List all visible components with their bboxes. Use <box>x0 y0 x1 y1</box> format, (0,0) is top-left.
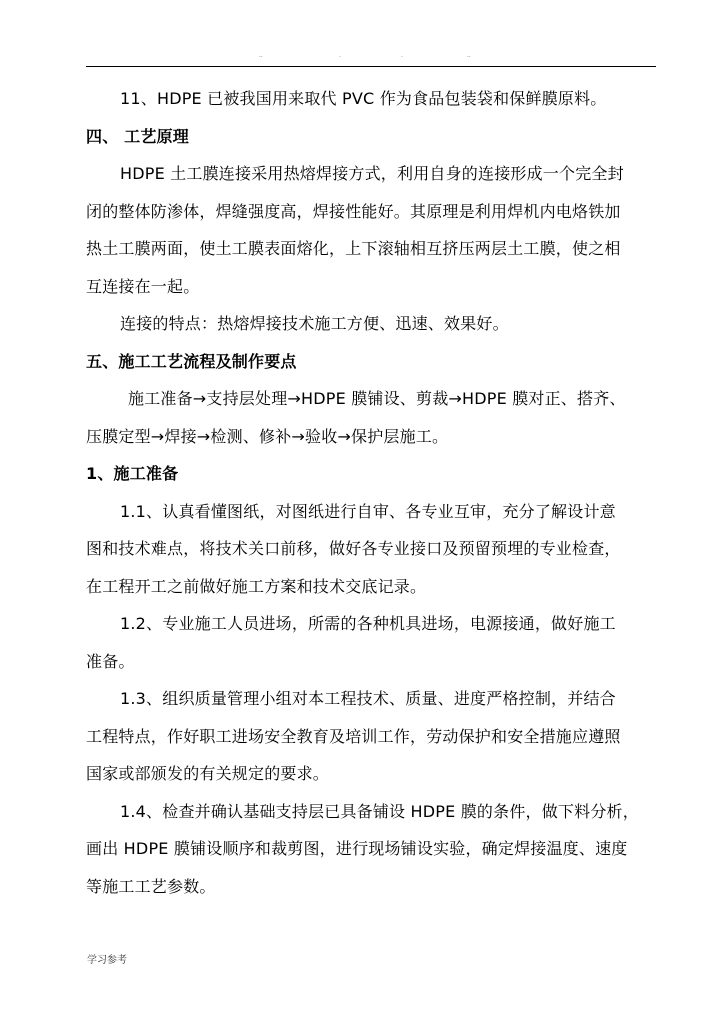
paragraph-line: 互连接在一起。 <box>86 276 200 296</box>
paragraph-line: 图和技术难点，将技术关口前移，做好各专业接口及预留预埋的专业检查， <box>86 539 621 558</box>
paragraph-line: 闭的整体防渗体，焊缝强度高，焊接性能好。其原理是利用焊机内电烙铁加 <box>86 201 621 221</box>
paragraph-line: 1.3、组织质量管理小组对本工程技术、质量、进度严格控制，并结合 <box>120 689 616 708</box>
paragraph-line: 11、HDPE 已被我国用来取代 PVC 作为食品包装袋和保鲜膜原料。 <box>120 89 607 108</box>
header-dot: .. <box>259 52 263 59</box>
header-dot: . <box>401 52 403 59</box>
paragraph-line: 1.2、专业施工人员进场，所需的各种机具进场，电源接通，做好施工 <box>120 614 616 633</box>
section-heading: 四、 工艺原理 <box>86 126 189 146</box>
document-body <box>86 80 662 905</box>
paragraph-line: 等施工工艺参数。 <box>86 876 216 896</box>
subsection-heading: 1、施工准备 <box>86 464 179 483</box>
paragraph-line: 工程特点，作好职工进场安全教育及培训工作，劳动保护和安全措施应遵照 <box>86 726 621 746</box>
paragraph-line: 热土工膜两面，使土工膜表面熔化，上下滚轴相互挤压两层土工膜，使之相 <box>86 239 621 258</box>
paragraph-line: 1.1、认真看懂图纸，对图纸进行自审、各专业互审，充分了解设计意 <box>120 501 616 521</box>
paragraph-line: 施工准备→支持层处理→HDPE 膜铺设、剪裁→HDPE 膜对正、搭齐、 <box>128 389 626 408</box>
paragraph-line: 1.4、检查并确认基础支持层已具备铺设 HDPE 膜的条件，做下料分析， <box>120 801 639 821</box>
header-dot: .. <box>467 52 471 59</box>
paragraph-line: 在工程开工之前做好施工方案和技术交底记录。 <box>86 576 427 596</box>
paragraph-line: 国家或部颁发的有关规定的要求。 <box>86 764 330 783</box>
section-heading: 五、施工工艺流程及制作要点 <box>86 351 297 371</box>
header-rule <box>86 66 656 67</box>
paragraph-line: HDPE 土工膜连接采用热熔焊接方式，利用自身的连接形成一个完全封 <box>120 164 624 183</box>
header-dots <box>88 52 656 62</box>
paragraph-line: 画出 HDPE 膜铺设顺序和裁剪图，进行现场铺设实验，确定焊接温度、速度 <box>86 839 628 858</box>
paragraph-line: 连接的特点：热熔焊接技术施工方便、迅速、效果好。 <box>120 314 509 333</box>
page-footer: 学习参考 <box>87 955 127 966</box>
paragraph-line: 压膜定型→焊接→检测、修补→验收→保护层施工。 <box>86 426 449 446</box>
header-dot: . <box>339 52 341 59</box>
paragraph-line: 准备。 <box>86 651 135 671</box>
